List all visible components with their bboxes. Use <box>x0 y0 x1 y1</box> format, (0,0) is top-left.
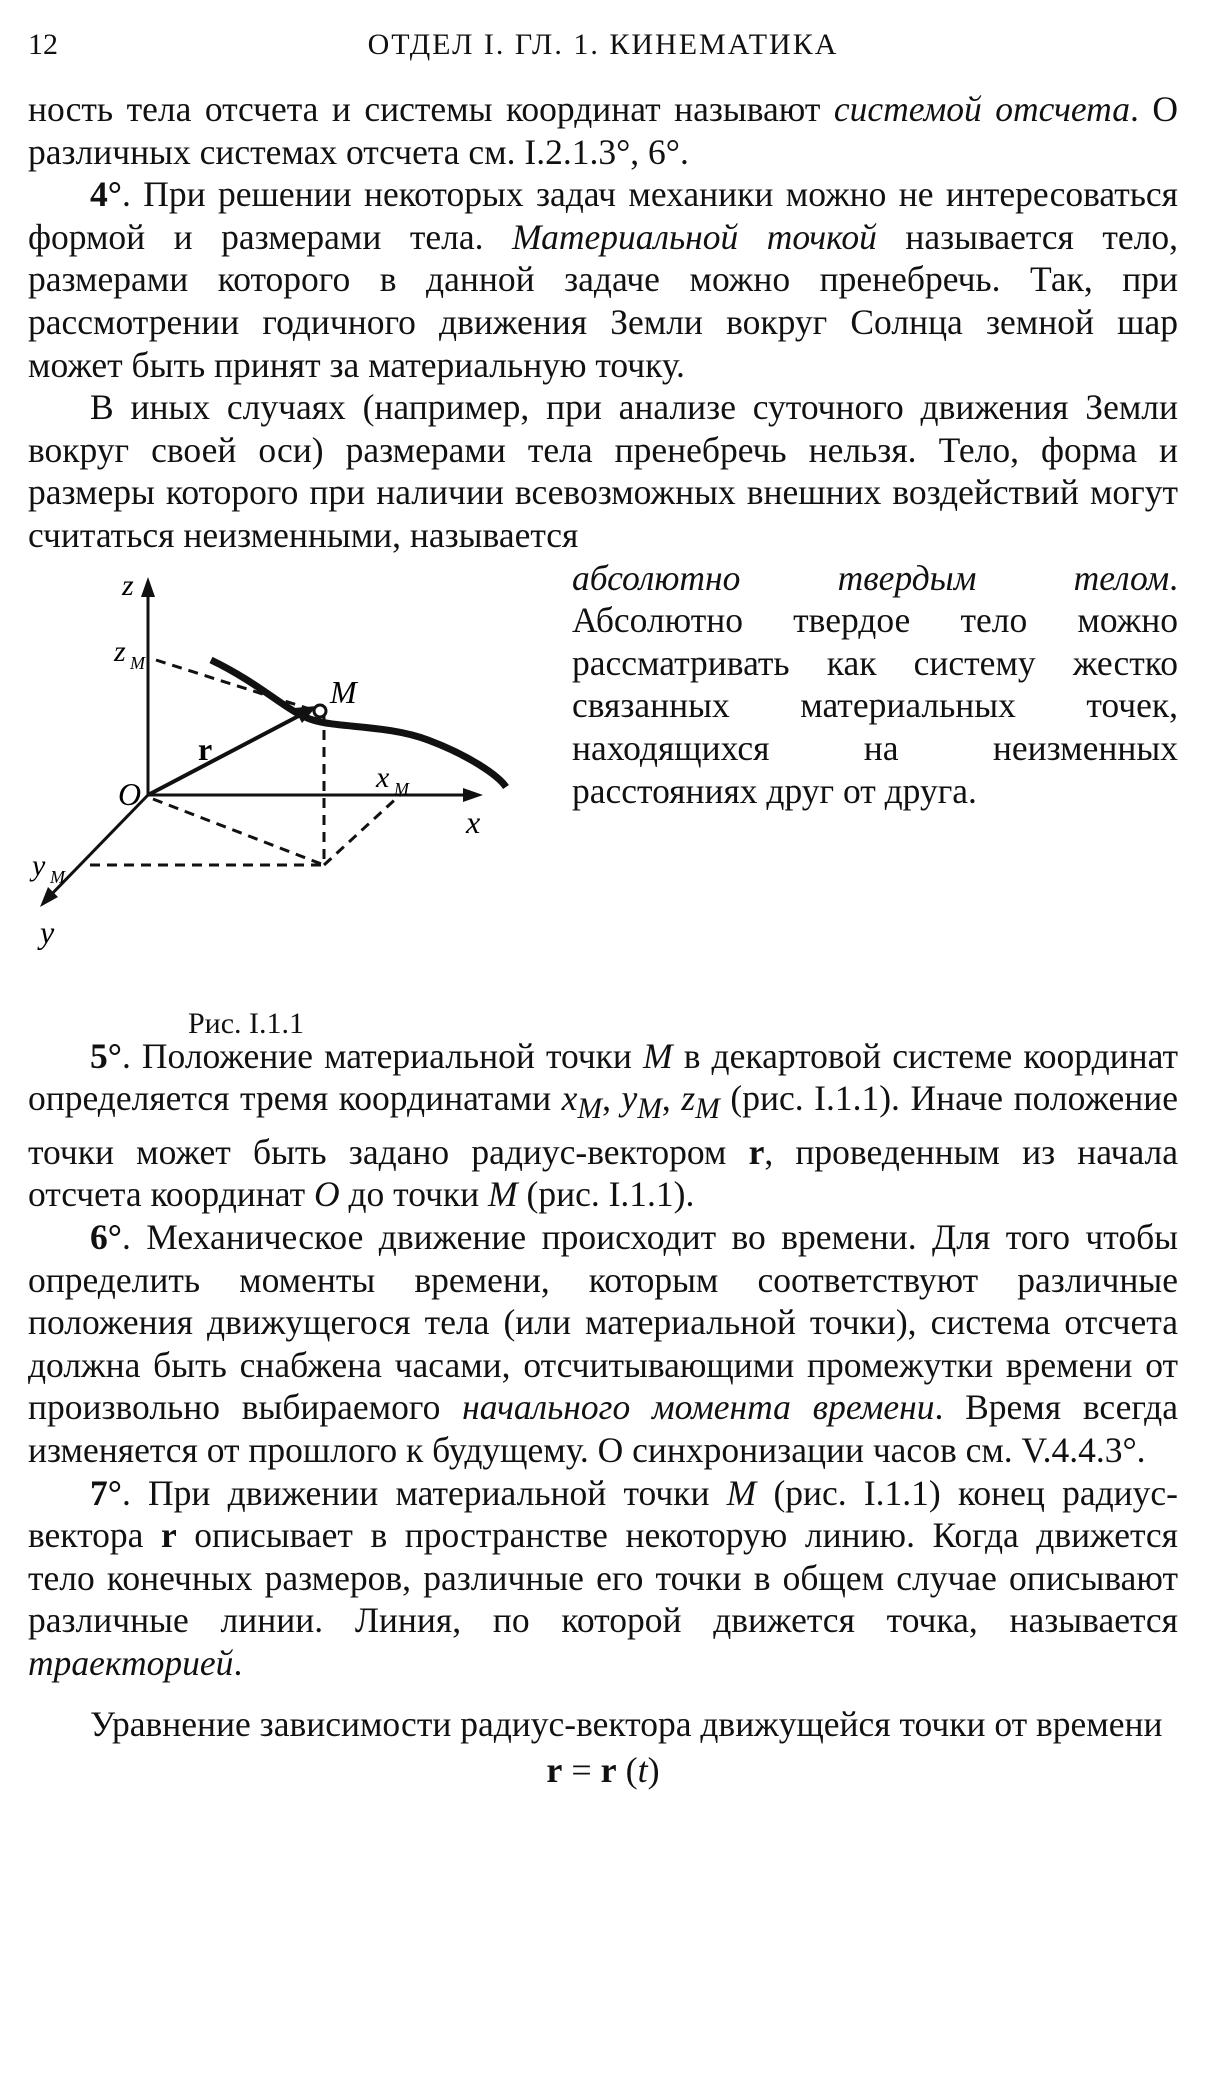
symbol-m: M <box>488 1174 518 1215</box>
subscript-m: M <box>577 1093 603 1126</box>
running-title: ОТДЕЛ I. ГЛ. 1. КИНЕМАТИКА <box>367 28 839 61</box>
separator: , <box>602 1078 622 1119</box>
label-r: r <box>198 730 213 767</box>
paragraph-6 <box>28 1216 1178 1472</box>
paragraph-number: 4° <box>90 174 122 215</box>
text-run: ность тела отсчета и системы координат называют <box>28 89 834 129</box>
label-ym-sub: M <box>50 866 65 887</box>
text-run: называется тело, размерами которого в данной задаче можно пренебречь. Так, при рассмотрении годичного движения Земли вокруг Солнца земной шар может быть принят за материальную точку. <box>28 216 1178 385</box>
text-run: . Положение материальной точки <box>121 1035 644 1076</box>
paragraph-number: 7° <box>90 1472 122 1513</box>
paragraph-equation-intro: Уравнение зависимости радиус-вектора движущейся точки от времени <box>90 1703 1163 1744</box>
paragraph-number: 6° <box>90 1217 122 1257</box>
label-zm-sub: M <box>130 652 145 673</box>
symbol-x: x <box>561 1078 578 1119</box>
label-m: M <box>330 673 357 710</box>
paragraph-number: 5° <box>90 1035 122 1076</box>
label-x: x <box>466 803 481 840</box>
body-text <box>28 88 1178 1792</box>
page-number: 12 <box>28 28 58 61</box>
diagonal-projection <box>153 799 324 865</box>
page-header <box>28 28 1178 88</box>
separator: , <box>661 1078 682 1119</box>
symbol-r: r <box>748 1131 765 1172</box>
eq-paren: ) <box>647 1750 660 1791</box>
figure-1-1 <box>28 565 548 1040</box>
trajectory-curve <box>211 660 506 787</box>
eq-sign: = <box>562 1750 601 1791</box>
text-run: . При решении некоторых задач механики можно не интересоваться формой и размерами тела. <box>28 174 1178 257</box>
symbol-r: r <box>160 1515 177 1556</box>
text-run: . Время всегда изменяется от прошлого к будущему. О синхронизации часов см. V.4.4.3°. <box>28 1387 1178 1470</box>
text-run: (рис. I.1.1) конец радиус-вектора <box>28 1472 1178 1556</box>
text-run: (рис. I.1.1). <box>517 1174 695 1215</box>
x-axis-arrow <box>463 788 483 802</box>
symbol-z: z <box>681 1078 696 1119</box>
paragraph-5 <box>28 1035 1178 1216</box>
text-run: в декартовой системе координат определяется тремя координатами <box>28 1035 1178 1119</box>
label-o: O <box>118 775 142 812</box>
radius-vector <box>148 710 310 795</box>
text-run: В иных случаях (например, при анализе суточного движения Земли вокруг своей оси) размерами тела пренебречь нельзя. Тело, форма и размеры которого при наличии всевозможных внешних воздействий могут считаться неизменными, называется <box>28 387 1178 555</box>
text-run: . О различных системах отсчета см. I.2.1.3°, 6°. <box>28 89 1178 172</box>
eq-paren: ( <box>616 1750 638 1791</box>
label-zm: z <box>114 634 126 668</box>
text-run: до точки <box>339 1174 489 1215</box>
symbol-o: O <box>313 1174 340 1215</box>
label-xm-sub: M <box>394 778 409 799</box>
equation-r-of-t <box>28 1749 1178 1792</box>
eq-rhs: r <box>600 1750 617 1791</box>
z-axis-arrow <box>141 577 155 597</box>
paragraph-rigid-body <box>28 386 1178 556</box>
term-rigid-body: абсолютно твердым телом <box>572 557 1170 598</box>
text-run: . При движении материальной точки <box>121 1472 727 1513</box>
text-run: . Абсолютно твердое тело можно рассматривать как систему жестко связанных материальных точек, находящихся на неизменных расстояниях друг от друга. <box>572 557 1178 811</box>
paragraph-4 <box>28 173 1178 386</box>
label-y: y <box>40 913 55 950</box>
coordinate-diagram <box>28 565 548 1035</box>
term-trajectory: траекторией <box>28 1642 234 1683</box>
label-xm: x <box>376 760 390 794</box>
symbol-m: M <box>726 1472 757 1513</box>
paragraph-7 <box>28 1472 1178 1685</box>
text-run: . Механическое движение происходит во времени. Для того чтобы определить моменты времени, которым соответствуют различные положения движущегося тела (или материальной точки), система отсчета должна быть снабжена часами, отсчитывающими промежутки времени от произвольно выбираемого <box>28 1217 1178 1428</box>
paragraph-continued <box>28 88 1178 173</box>
term-initial-moment: начального момента времени <box>462 1387 935 1428</box>
term-reference-system: системой отсчета <box>833 89 1130 129</box>
symbol-m: M <box>643 1035 673 1076</box>
text-run: (рис. I.1.1). Иначе положение точки может быть задано радиус-вектором <box>28 1078 1179 1172</box>
term-material-point: Материальной точкой <box>512 216 877 257</box>
point-m <box>314 705 326 717</box>
page <box>28 28 1178 1792</box>
eq-t: t <box>637 1750 648 1791</box>
subscript-m: M <box>637 1093 662 1126</box>
zm-projection <box>156 660 316 711</box>
xm-projection <box>324 795 400 865</box>
eq-lhs: r <box>546 1750 563 1791</box>
label-ym: y <box>32 848 46 882</box>
text-run: , проведенным из начала отсчета координат <box>28 1131 1178 1215</box>
figure-caption: Рис. I.1.1 <box>188 1006 305 1040</box>
text-run: описывает в пространстве некоторую линию. Когда движется тело конечных размеров, различные его точки в общем случае описывают различные линии. Линия, по которой движется точка, называется <box>28 1515 1178 1641</box>
label-z: z <box>122 568 134 602</box>
symbol-y: y <box>621 1078 638 1119</box>
subscript-m: M <box>695 1093 720 1126</box>
text-run: . <box>233 1642 243 1683</box>
